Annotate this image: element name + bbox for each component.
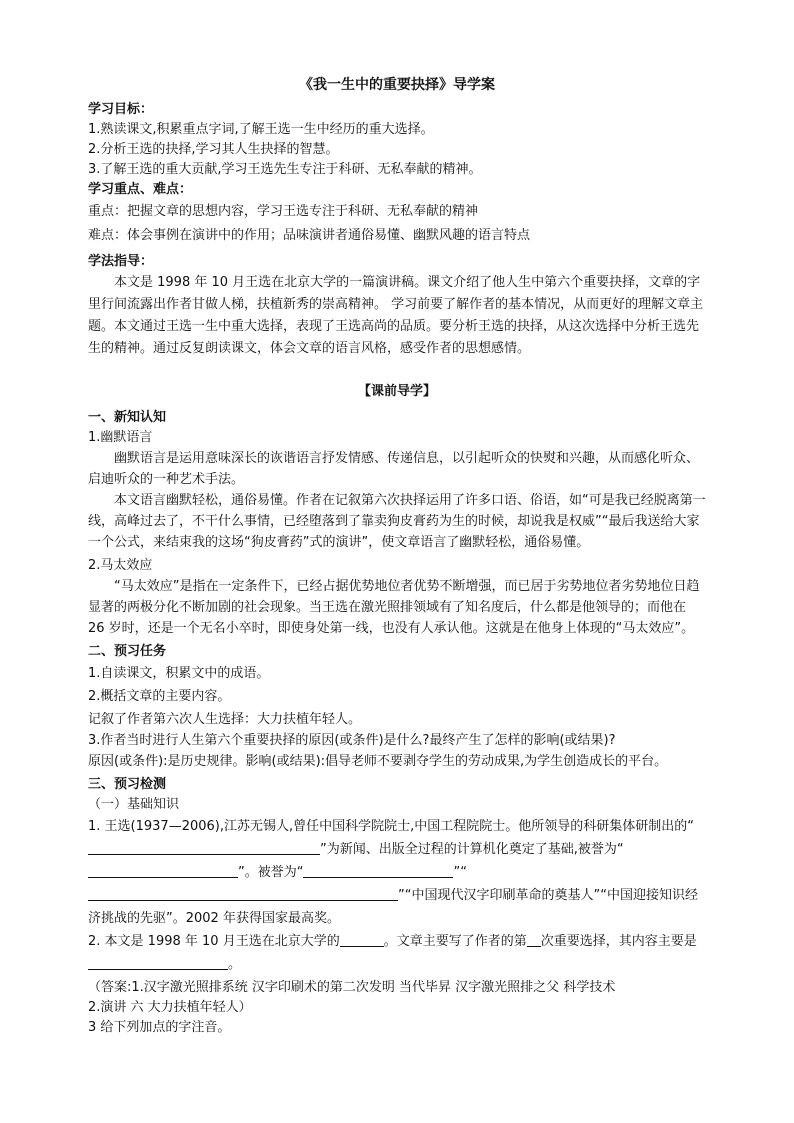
- task-2-answer: 记叙了作者第六次人生选择：大力扶植年轻人。: [88, 712, 362, 727]
- section-2-heading: 二、预习任务: [88, 644, 167, 659]
- question-1-text-a: 1. 王选(1937—2006),江苏无锡人,曾任中国科学院院士,中国工程院院士。他所领导的科研集体研制出的“: [88, 819, 694, 834]
- question-3: 3 给下列加点的字注音。: [88, 1020, 231, 1035]
- answer-line-1: （答案:1.汉字激光照排系统 汉字印刷术的第二次发明 当代毕昇 汉字激光照排之父 科学技术: [88, 980, 616, 995]
- blank-field-2[interactable]: [88, 863, 238, 878]
- goal-item-2: 2.分析王选的抉择,学习其人生抉择的智慧。: [88, 142, 339, 157]
- focus-difficult-point: 难点：体会事例在演讲中的作用；品味演讲者通俗易懂、幽默风趣的语言特点: [88, 228, 531, 243]
- task-2: 2.概括文章的主要内容。: [88, 689, 231, 704]
- goal-item-3: 3.了解王选的重大贡献,学习王选先生专注于科研、无私奉献的精神。: [88, 162, 482, 177]
- blank-field-1[interactable]: [88, 840, 320, 855]
- answer-line-2: 2.演讲 六 大力扶植年轻人）: [88, 1000, 252, 1015]
- question-2-text-d: 。: [228, 957, 242, 972]
- item-2-title: 2.马太效应: [88, 558, 153, 573]
- task-3-answer: 原因(或条件):是历史规律。影响(或结果):倡导老师不要剥夺学生的劳动成果,为学生创造成长的平台。: [88, 754, 668, 769]
- goals-heading: 学习目标：: [88, 102, 154, 117]
- question-2-text-b: 。文章主要写了作者的第: [383, 934, 527, 949]
- subsection-1-heading: （一）基础知识: [88, 797, 180, 812]
- focus-heading: 学习重点、难点：: [88, 182, 193, 197]
- method-heading: 学法指导：: [88, 254, 154, 269]
- preclass-heading: 【课前导学】: [357, 384, 436, 399]
- question-1: [88, 815, 706, 930]
- document-title: 《我一生中的重要抉择》导学案: [299, 77, 495, 93]
- question-2-text-c: 次重要选择，其内容主要是: [540, 934, 697, 949]
- item-2-paragraph: “马太效应”是指在一定条件下，已经占据优势地位者优势不断增强，而已居于劣势地位者劣势地位日趋显著的两极分化不断加剧的社会现象。当王选在激光照排领域有了知名度后，什么都是他领导的；而他在 26 岁时，还是一个无名小卒时，即使身处第一线，也没有人承认他。这就是在他身上体现的“马太效应”。: [88, 579, 700, 636]
- item-1-paragraph-1: 幽默语言是运用意味深长的诙谐语言抒发情感、传递信息，以引起听众的快熨和兴趣，从而感化听众、启迪听众的一种艺术手法。: [88, 451, 700, 487]
- question-2: [88, 930, 706, 976]
- question-1-text-c: ”。被誉为“: [238, 865, 304, 880]
- question-1-text-b: ”为新闻、出版全过程的计算机化奠定了基础,被誉为“: [320, 842, 624, 857]
- method-paragraph: 本文是 1998 年 10 月王选在北京大学的一篇演讲稿。课文介绍了他人生中第六个重要抉择，文章的字里行间流露出作者甘做人梯，扶植新秀的崇高精神。 学习前要了解作者的基本情况，从而更好的理解文章主题。本文通过王选一生中重大选择，表现了王选高尚的品质。要分析王选的抉择，从这次选择中分析王选先生的精神。通过反复朗读课文，体会文章的语言风格，感受作者的思想感情。: [88, 275, 704, 356]
- focus-key-point: 重点：把握文章的思想内容，学习王选专注于科研、无私奉献的精神: [88, 204, 479, 219]
- item-1-title: 1.幽默语言: [88, 430, 153, 445]
- item-1-paragraph-2: 本文语言幽默轻松，通俗易懂。作者在记叙第六次抉择运用了许多口语、俗语，如“可是我已经脱离第一线，高峰过去了，不干什么事情，已经堕落到了靠卖狗皮膏药为生的时候，却说我是权威”“最后我送给大家一个公式，来结束我的这场“狗皮膏药”式的演讲”，使文章语言了幽默轻松，通俗易懂。: [88, 493, 706, 550]
- blank-field-7[interactable]: [88, 955, 228, 970]
- blank-field-5[interactable]: [340, 932, 384, 947]
- blank-field-6[interactable]: [527, 932, 541, 947]
- document-page: [88, 74, 706, 1038]
- question-2-text-a: 2. 本文是 1998 年 10 月王选在北京大学的: [88, 934, 340, 949]
- task-1: 1.自读课文，积累文中的成语。: [88, 666, 270, 681]
- section-3-heading: 三、预习检测: [88, 777, 167, 792]
- blank-field-4[interactable]: [88, 886, 398, 901]
- question-1-text-d: ”“: [453, 865, 467, 880]
- question-1-text-e: ”“中国现代汉字印刷革命的奠基人”“中国迎接知识经济挑战的先驱”。2002 年获得国家最高奖。: [88, 888, 698, 926]
- task-3: 3.作者当时进行人生第六个重要抉择的原因(或条件)是什么?最终产生了怎样的影响(或结果)?: [88, 733, 616, 748]
- blank-field-3[interactable]: [303, 863, 453, 878]
- goal-item-1: 1.熟读课文,积累重点字词,了解王选一生中经历的重大选择。: [88, 122, 434, 137]
- section-1-heading: 一、新知认知: [88, 410, 167, 425]
